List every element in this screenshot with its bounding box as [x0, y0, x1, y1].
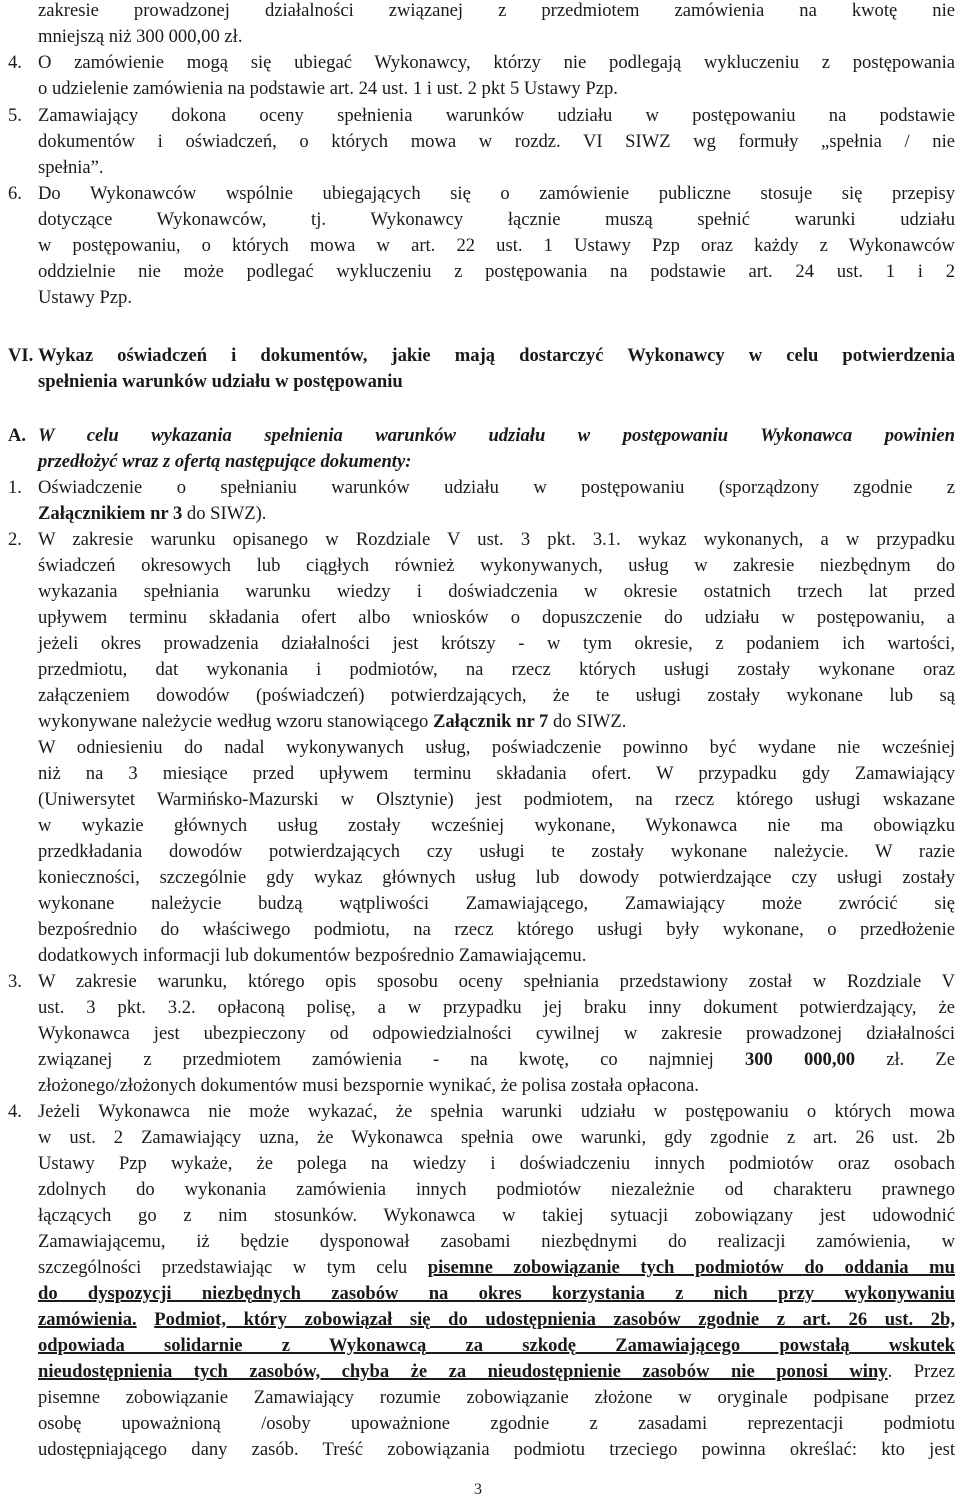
text-line: szczególności przedstawiając w tym celu pisemne zobowiązanie tych podmiotów do oddania mu — [38, 1257, 955, 1278]
text-line: jeżeli okres prowadzenia działalności jest krótszy - w tym okresie, z podaniem ich wartości, — [38, 633, 955, 654]
text-line: upływem terminu składania ofert albo wniosków o dopuszczenie do udziału w postępowaniu, a — [38, 607, 955, 628]
text-line: w ust. 2 Zamawiający uzna, że Wykonawca spełnia owe warunki, gdy zgodnie z art. 26 ust. 2b — [38, 1127, 955, 1148]
text-line: konieczności, szczególnie gdy wykaz głównych usług lub dowody potwierdzające czy usługi zostały — [38, 867, 955, 888]
text-line: łączących go z nim stosunków. Wykonawca w takiej sytuacji zobowiązany jest udowodnić — [38, 1205, 955, 1226]
section-number: VI. — [8, 345, 34, 366]
text-line: Jeżeli Wykonawca nie może wykazać, że spełnia warunki udziału w postępowaniu o których mowa — [38, 1101, 955, 1122]
bold-reference: Załącznikiem nr 3 — [38, 503, 183, 524]
text-line: Do Wykonawców wspólnie ubiegających się o zamówienie publiczne stosuje się przepisy — [38, 183, 955, 204]
underlined-bold-text: zamówienia. — [38, 1309, 137, 1330]
text-line: w wykazie głównych usług zostały wcześniej wykonane, Wykonawca nie ma obowiązku — [38, 815, 955, 836]
text-line: zdolnych do wykonania zamówienia innych podmiotów niezależnie od charakteru prawnego — [38, 1179, 955, 1200]
text-line: Ustawy Pzp wykaże, że polega na wiedzy i doświadczeniu innych podmiotów oraz osobach — [38, 1153, 955, 1174]
text-line: związanej z przedmiotem zamówienia - na kwotę, co najmniej 300 000,00 zł. Ze — [38, 1049, 955, 1070]
text-line: Oświadczenie o spełnianiu warunków udziału w postępowaniu (sporządzony zgodnie z — [38, 477, 955, 498]
text-line: udostępniającego dany zasób. Treść zobowiązania podmiotu trzeciego powinna określać: kto jest — [38, 1439, 955, 1460]
text-line: ust. 3 pkt. 3.2. opłaconą polisę, a w przypadku jej braku inny dokument potwierdzający, że — [38, 997, 955, 1018]
text-line: Zamawiający dokona oceny spełnienia warunków udziału w postępowaniu na podstawie — [38, 105, 955, 126]
text-line: pisemne zobowiązanie Zamawiający rozumie zobowiązanie złożone w oryginale podpisane przez — [38, 1387, 955, 1408]
text-line: o udzielenie zamówienia na podstawie art. 24 ust. 1 i ust. 2 pkt 5 Ustawy Pzp. — [38, 78, 618, 99]
text-line: świadczeń okresowych lub ciągłych również wykonywanych, usług w zakresie niezbędnym do — [38, 555, 955, 576]
page-number: 3 — [474, 1481, 482, 1498]
text-line: W zakresie warunku opisanego w Rozdziale V ust. 3 pkt. 3.1. wykaz wykonanych, a w przypadku — [38, 529, 955, 550]
underlined-bold-text: odpowiada solidarnie z Wykonawcą za szkodę Zamawiającego powstałą wskutek — [38, 1335, 955, 1356]
text-line: oddzielnie nie może podlegać wykluczeniu z postępowania na podstawie art. 24 ust. 1 i 2 — [38, 261, 955, 282]
text-line: zakresie prowadzonej działalności związanej z przedmiotem zamówienia na kwotę nie — [38, 0, 955, 21]
item-number: 4. — [8, 52, 22, 73]
text-line: W zakresie warunku, którego opis sposobu oceny spełniania przedstawiony został w Rozdziale V — [38, 971, 955, 992]
text-line: niż na 3 miesiące przed upływem terminu składania ofert. W przypadku gdy Zamawiający — [38, 763, 955, 784]
text-line: przedkładania dowodów potwierdzających czy usługi te zostały wykonane należycie. W razie — [38, 841, 955, 862]
subsection-heading: przedłożyć wraz z ofertą następujące dokumenty: — [38, 451, 412, 472]
text-line: O zamówienie mogą się ubiegać Wykonawcy, którzy nie podlegają wykluczeniu z postępowania — [38, 52, 955, 73]
text-line: bezpośrednio do właściwego podmiotu, na rzecz którego usługi były wykonane, o przedłożenie — [38, 919, 955, 940]
text-line: dokumentów i oświadczeń, o których mowa w rozdz. VI SIWZ wg formuły „spełnia / nie — [38, 131, 955, 152]
bold-amount: 300 000,00 — [744, 1049, 856, 1070]
subsection-heading: W celu wykazania spełnienia warunków udziału w postępowaniu Wykonawca powinien — [38, 425, 955, 446]
item-number: 1. — [8, 477, 22, 498]
text-line: w postępowaniu, o których mowa w art. 22 ust. 1 Ustawy Pzp oraz każdy z Wykonawców — [38, 235, 955, 256]
item-number: 5. — [8, 105, 22, 126]
underlined-bold-text: do dyspozycji niezbędnych zasobów na okres korzystania z nich przy wykonywaniu — [38, 1283, 955, 1304]
item-number: 3. — [8, 971, 22, 992]
text-line: wykonywane należycie według wzoru stanowiącego Załącznik nr 7 do SIWZ. — [38, 711, 627, 732]
text-line: nieudostępnienia tych zasobów, chyba że za nieudostępnienie zasobów nie ponosi winy. Przez — [38, 1361, 956, 1382]
text-line: wykazania spełniania warunku wiedzy i doświadczenia w okresie ostatnich trzech lat przed — [38, 581, 955, 602]
underlined-bold-text: Podmiot, który zobowiązał się do udostępnienia zasobów zgodnie z art. 26 ust. 2b, — [154, 1309, 955, 1330]
subsection-letter: A. — [8, 425, 27, 446]
underlined-bold-text: nieudostępnienia tych zasobów, chyba że za nieudostępnienie zasobów nie ponosi winy — [38, 1361, 888, 1382]
text-line: załączeniem dowodów (poświadczeń) potwierdzających, że te usługi zostały wykonane lub są — [38, 685, 955, 706]
text-line: dodatkowych informacji lub dokumentów bezpośrednio Zamawiającemu. — [38, 945, 587, 966]
text-line: Wykonawca jest ubezpieczony od odpowiedzialności cywilnej w zakresie prowadzonej działalności — [38, 1023, 955, 1044]
section-heading: spełnienia warunków udziału w postępowaniu — [38, 371, 403, 392]
text-line: złożonego/złożonych dokumentów musi bezspornie wynikać, że polisa została opłacona. — [38, 1075, 699, 1096]
text-line: (Uniwersytet Warmińsko-Mazurski w Olsztynie) jest podmiotem, na rzecz którego usługi wskazane — [38, 789, 955, 810]
text-line: dotyczące Wykonawców, tj. Wykonawcy łącznie muszą spełnić warunki udziału — [38, 209, 955, 230]
underlined-bold-text: pisemne zobowiązanie tych podmiotów do oddania mu — [427, 1257, 955, 1278]
item-number: 4. — [8, 1101, 22, 1122]
text-line: wykonane należycie budzą wątpliwości Zamawiającego, Zamawiający może zwrócić się — [38, 893, 955, 914]
text-line: spełnia”. — [38, 157, 104, 178]
text-line — [38, 1307, 955, 1333]
section-heading: Wykaz oświadczeń i dokumentów, jakie mają dostarczyć Wykonawcy w celu potwierdzenia — [38, 345, 955, 366]
text-line: przedmiotu, dat wykonania i podmiotów, na rzecz których usługi zostały wykonane oraz — [38, 659, 955, 680]
text-line: Zamawiającemu, iż będzie dysponował zasobami niezbędnymi do realizacji zamówienia, w — [38, 1231, 955, 1252]
text-line: Ustawy Pzp. — [38, 287, 132, 308]
item-number: 6. — [8, 183, 22, 204]
text-line: mniejszą niż 300 000,00 zł. — [38, 26, 243, 47]
text-line: osobę upoważnioną /osoby upoważnione zgodnie z zasadami reprezentacji podmiotu — [38, 1413, 955, 1434]
text-line: Załącznikiem nr 3 do SIWZ). — [38, 503, 267, 524]
bold-reference: Załącznik nr 7 — [432, 711, 549, 732]
text-line: W odniesieniu do nadal wykonywanych usług, poświadczenie powinno być wydane nie wcześniej — [38, 737, 955, 758]
item-number: 2. — [8, 529, 22, 550]
